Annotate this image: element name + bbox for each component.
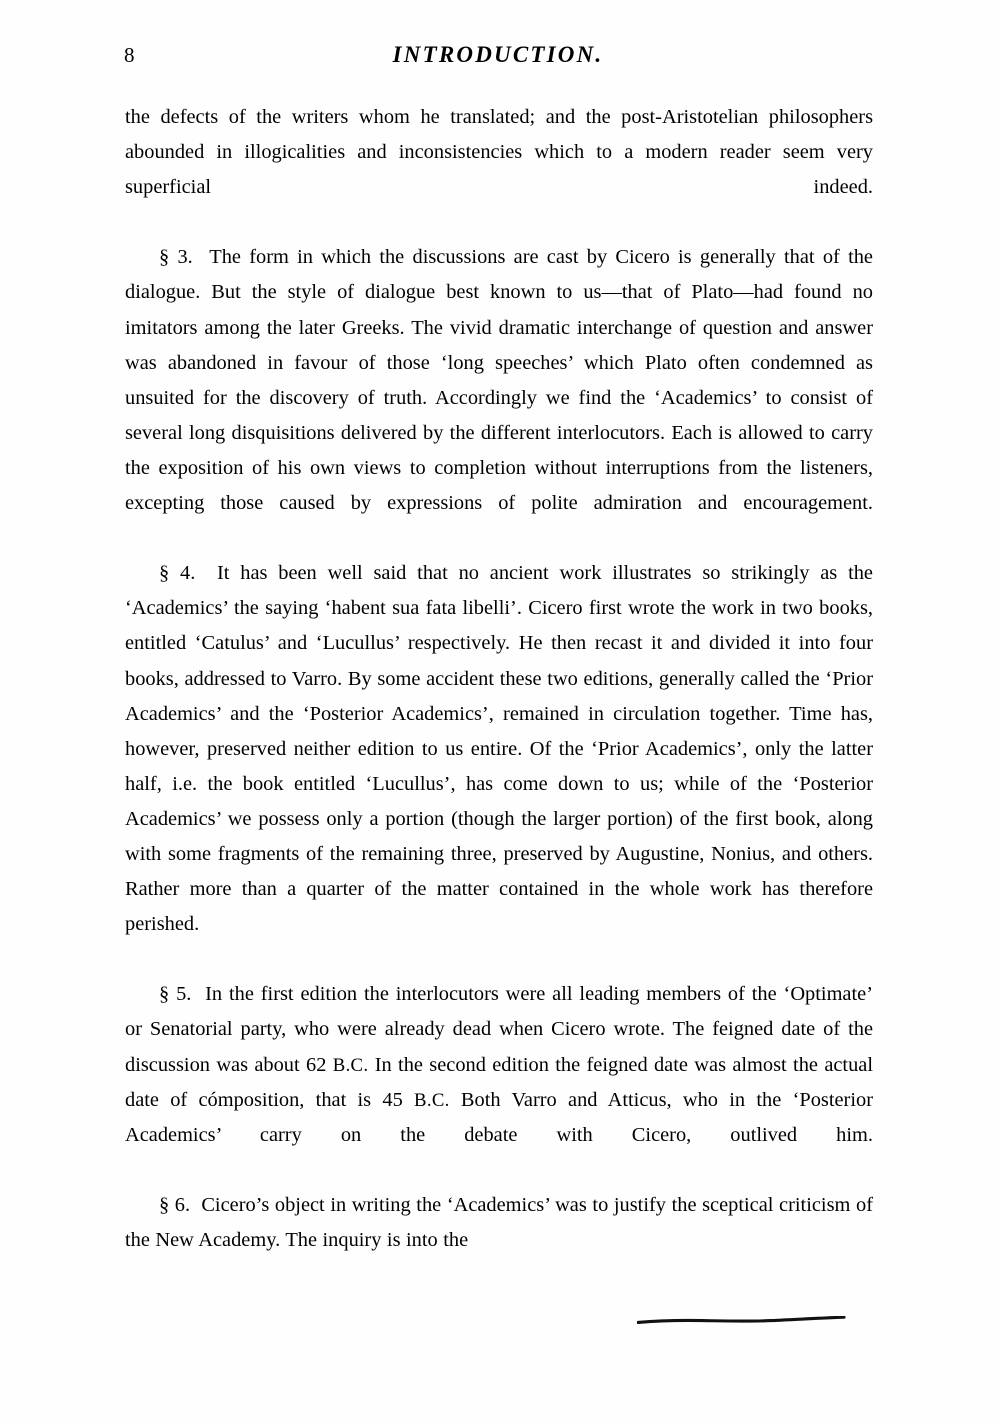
paragraph-section-3 [125, 240, 873, 556]
underlined-phrase: The inquiry is into the [285, 1229, 469, 1251]
paragraph-section-6 [125, 1188, 873, 1258]
era-label-bc-2: B.C. [414, 1089, 450, 1111]
section-mark-3: § 3. [159, 246, 193, 269]
paragraph-text-part: Both Varro and Atticus, who in the ‘Posterior Academics’ carry on the debate with Cicero, outlived him. [125, 1088, 873, 1146]
paragraph-section-5 [125, 977, 873, 1188]
paragraph-continuation [125, 100, 873, 240]
hand-drawn-underline [637, 1316, 846, 1325]
era-label-bc-1: B.C. [332, 1054, 369, 1076]
running-head-title: INTRODUCTION. [392, 42, 604, 67]
page-number: 8 [124, 43, 135, 67]
paragraph-text: The form in which the discussions are cast by Cicero is generally that of the dialogue. But the style of dialogue best known to us—that of Plato—had found no imitators among the later Greeks. The vivid dramatic interchange of question and answer was abandoned in favour of those ‘long speeches’ which Plato often condemned as unsuited for the discovery of truth. Accordingly we find the ‘Academics’ to consist of several long disquisitions delivered by the different interlocutors. Each is allowed to carry the exposition of his own views to completion without interruptions from the listeners, excepting those caused by expressions of polite admiration and encouragement. [125, 246, 873, 515]
section-mark-4: § 4. [159, 562, 196, 585]
section-mark-6: § 6. [159, 1193, 191, 1216]
paragraph-text: It has been well said that no ancient work illustrates so strikingly as the ‘Academics’ the saying ‘habent sua fata libelli’. Cicero first wrote the work in two books, entitled ‘Catulus’ and ‘Lucullus’ respectively. He then recast it and divided it into four books, addressed to Varro. By some accident these two editions, generally called the ‘Prior Academics’ and the ‘Posterior Academics’, remained in circulation together. Time has, however, preserved neither edition to us entire. Of the ‘Prior Academics’, only the latter half, i.e. the book entitled ‘Lucullus’, has come down to us; while of the ‘Posterior Academics’ we possess only a portion (though the larger portion) of the first book, along with some fragments of the remaining three, preserved by Augustine, Nonius, and others. Rather more than a quarter of the matter contained in the whole work has therefore perished. [125, 562, 873, 936]
paragraph-text-part: In the first edition the interlocutors were all leading members of the ‘Optimate’ or Senatorial party, who were already dead when Cicero wrote. The feigned date of the discussion was about 62 [125, 983, 873, 1076]
running-head [118, 40, 878, 74]
paragraph-section-4 [125, 556, 873, 977]
section-mark-5: § 5. [159, 983, 192, 1006]
body-text-block [125, 100, 873, 1258]
paragraph-text-part: Cicero’s object in writing the ‘Academics’ was to justify the sceptical criticism of the New Academy. [125, 1193, 873, 1251]
paragraph-text-part: In the second edition the feigned date was almost the actual date of cómposition, that is 45 [125, 1053, 873, 1111]
paragraph-text: the defects of the writers whom he translated; and the post-Aristotelian philosophers abounded in illogicalities and inconsistencies which to a modern reader seem very superficial indeed. [125, 106, 873, 199]
